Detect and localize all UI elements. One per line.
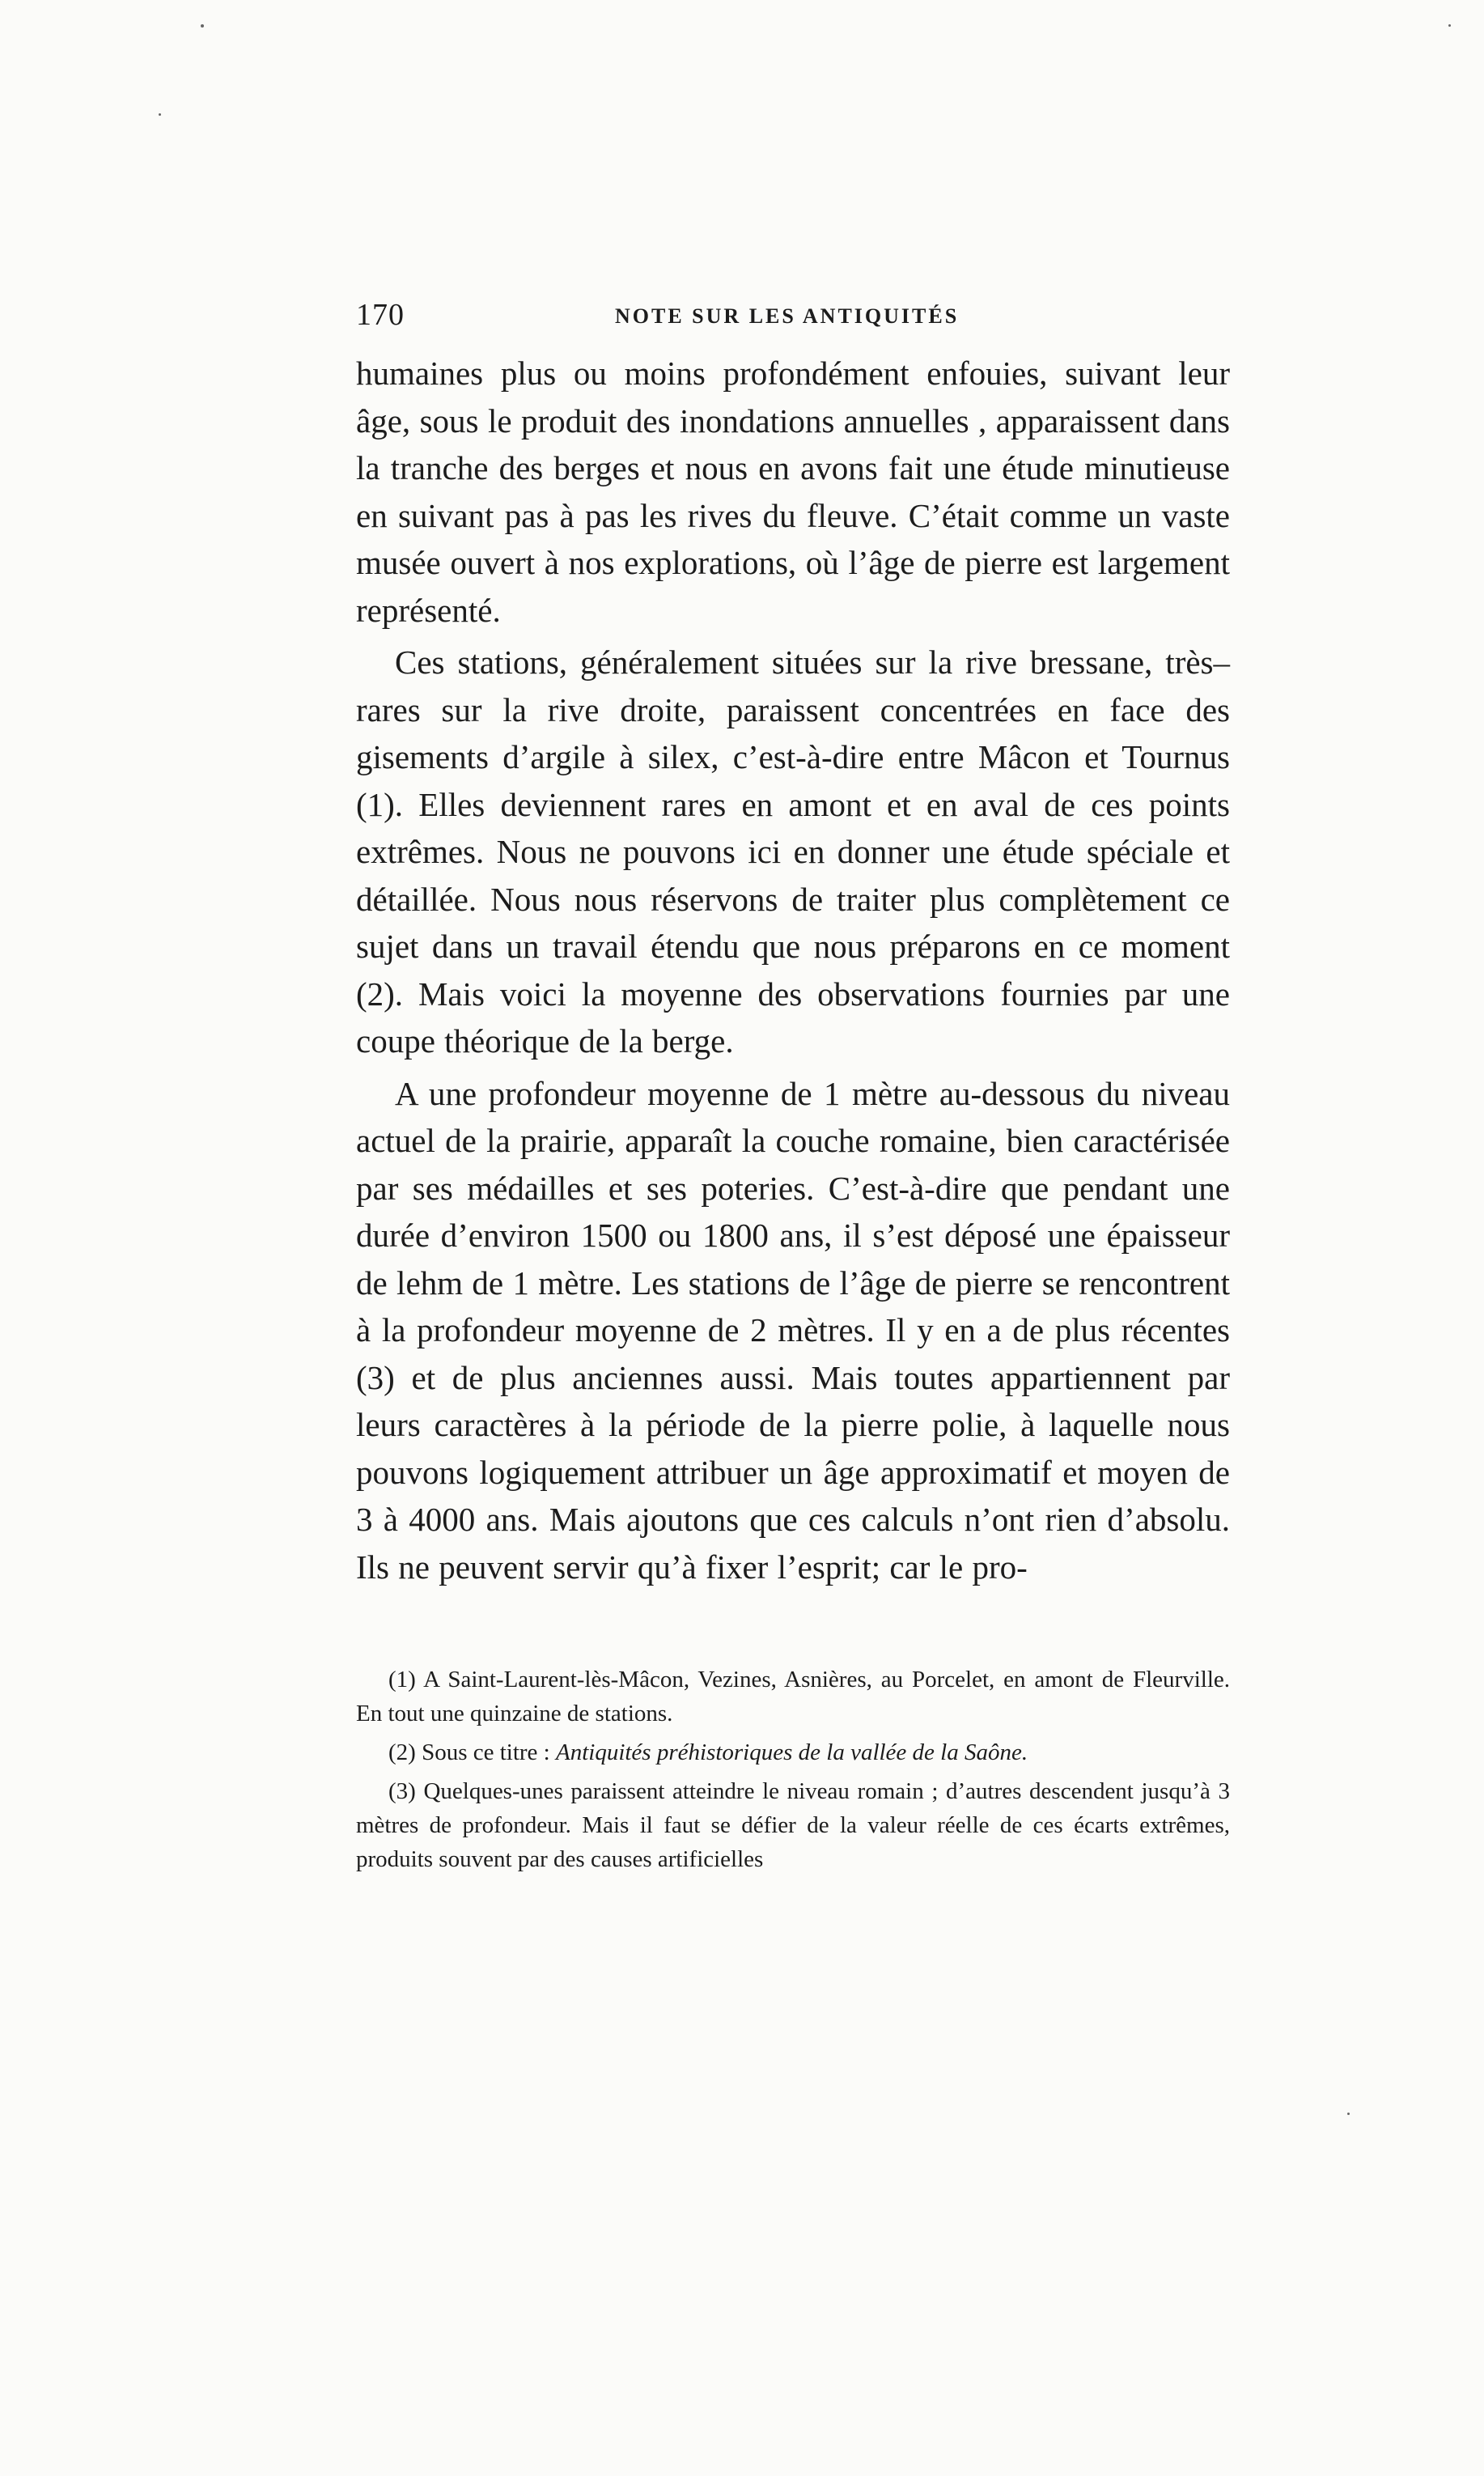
footnote-2 — [356, 1735, 1230, 1769]
paper-speck — [1347, 2113, 1350, 2115]
footnote-1: (1) A Saint-Laurent-lès-Mâcon, Vezines, Asnières, au Porcelet, en amont de Fleurville. En tout une quinzaine de stations. — [356, 1667, 1230, 1726]
paragraph: A une profondeur moyenne de 1 mètre au-dessous du niveau actuel de la prairie, apparaît la couche romaine, bien caractérisée par ses médailles et ses poteries. C’est-à-dire que pendant une durée d’environ 1500 ou 1800 ans, il s’est déposé une épaisseur de lehm de 1 mètre. Les stations de l’âge de pierre se rencontrent à la profondeur moyenne de 2 mètres. Il y en a de plus récentes (3) et de plus anciennes aussi. Mais toutes appartiennent par leurs caractères à la période de la pierre polie, à laquelle nous pouvons logiquement attribuer un âge approximatif et moyen de 3 à 4000 ans. Mais ajoutons que ces calculs n’ont rien d’absolu. Ils ne peuvent servir qu’à fixer l’esprit; car le pro- — [356, 1074, 1230, 1586]
paper-speck — [201, 24, 204, 28]
footnotes — [356, 1663, 1230, 1881]
paper-speck — [159, 113, 161, 116]
paragraph: humaines plus ou moins profondément enfouies, suivant leur âge, sous le produit des inondations annuelles , apparaissent dans la tranche des berges et nous en avons fait une étude minutieuse en suivant pas à pas les rives du fleuve. C’était comme un vaste musée ouvert à nos explorations, où l’âge de pierre est largement représenté. — [356, 355, 1230, 629]
footnote-2-prefix: (2) Sous ce titre : — [388, 1739, 556, 1765]
footnote-2-title: Antiquités préhistoriques de la vallée de la Saône. — [555, 1739, 1028, 1765]
page-header — [356, 295, 1230, 344]
paper-speck — [1448, 24, 1451, 27]
paragraph: Ces stations, généralement situées sur la rive bressane, très–rares sur la rive droite, paraissent concentrées en face des gisements d’argile à silex, c’est-à-dire entre Mâcon et Tournus (1). Elles deviennent rares en amont et en aval de ces points extrêmes. Nous ne pouvons ici en donner une étude spéciale et détaillée. Nous nous réservons de traiter plus complètement ce sujet dans un travail étendu que nous préparons en ce moment (2). Mais voici la moyenne des observations fournies par une coupe théorique de la berge. — [356, 643, 1230, 1060]
page-number: 170 — [356, 298, 405, 332]
footnote-3: (3) Quelques-unes paraissent atteindre le niveau romain ; d’autres descendent jusqu’à 3 mètres de profondeur. Mais il faut se défier de la valeur réelle de ces écarts extrêmes, produits souvent par des causes artificielles — [356, 1778, 1230, 1872]
main-text — [356, 350, 1230, 1595]
running-title: NOTE SUR LES ANTIQUITÉS — [615, 304, 960, 328]
